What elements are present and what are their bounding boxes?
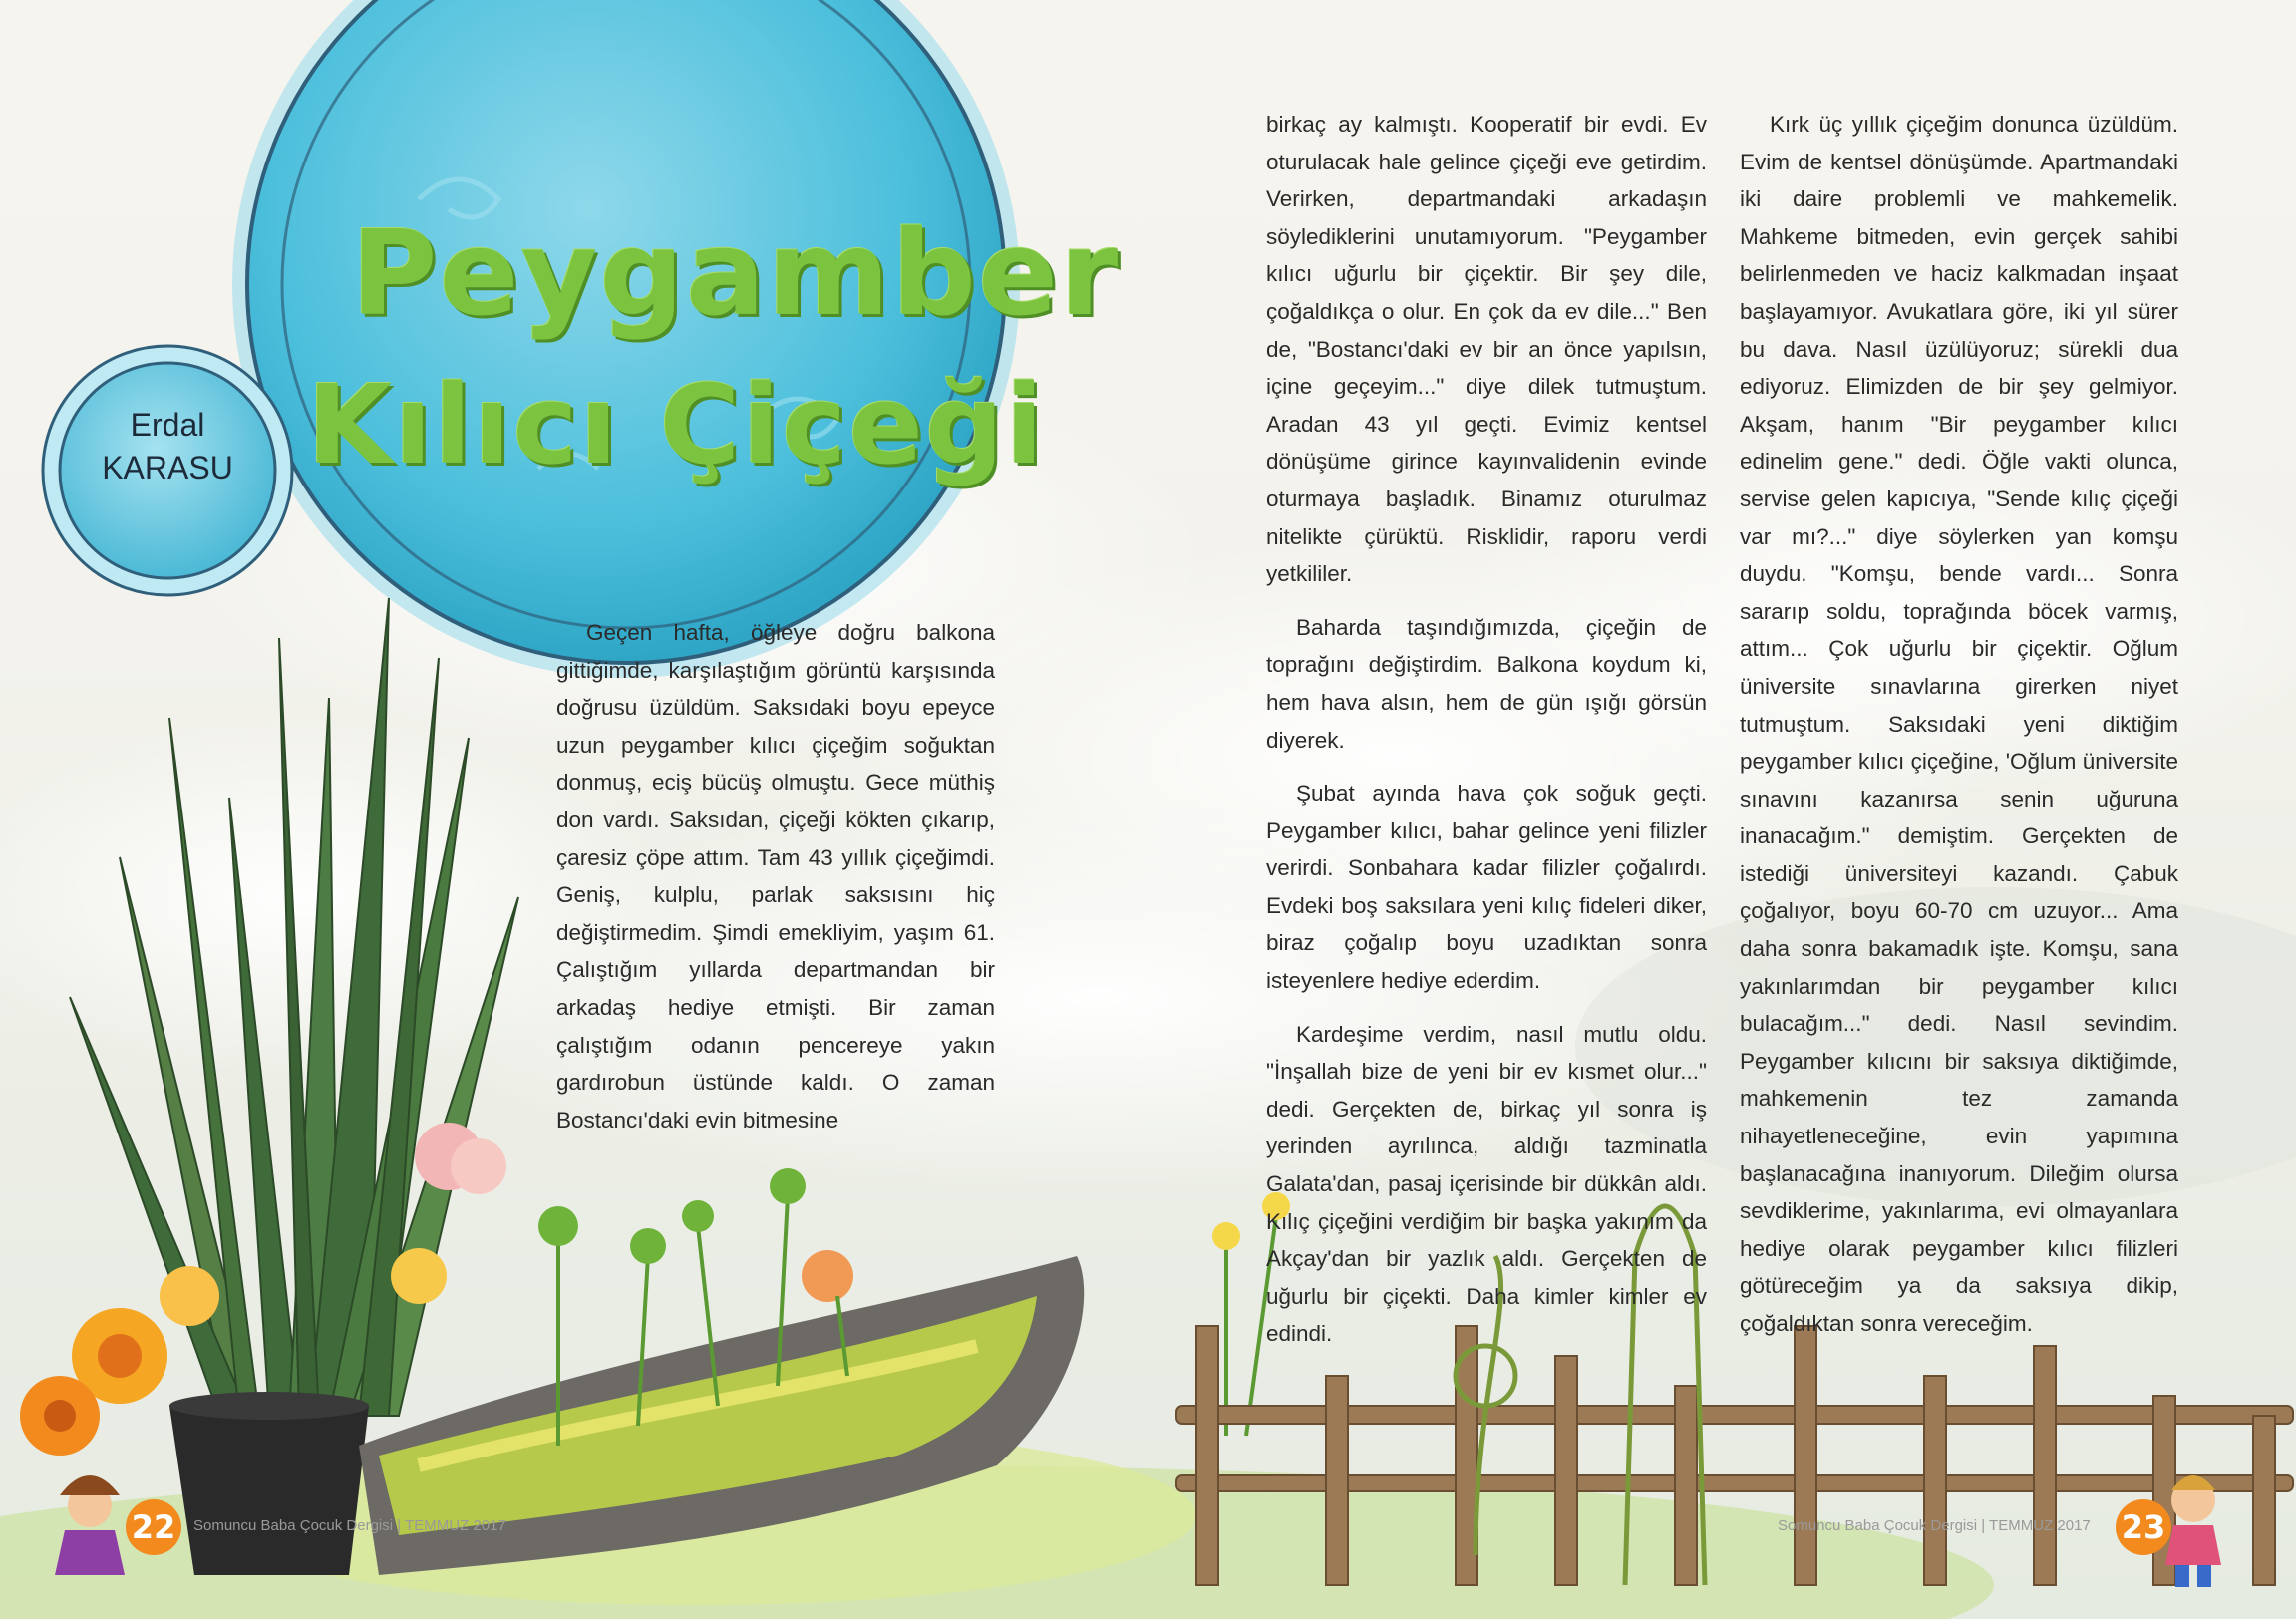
article-title-line1: Peygamber [351, 204, 1121, 342]
column-1-paragraph: Geçen hafta, öğleye doğru balkona gittiğimde, karşılaştığım görüntü karşısında doğrusu üzüldüm. Saksıdaki boyu epeyce uzun peygamber kılıcı çiçeğim soğuktan donmuş, eciş bücüş olmuştu. Gece müthiş don vardı. Saksıdan, çiçeği kökten çıkarıp, çaresiz çöpe attım. Tam 43 yıllık çiçeğimdi. Geniş, kulplu, parlak saksısını hiç değiştirmedim. Şimdi emekliyim, yaşım 61. Çalıştığım yıllarda departmandan bir arkadaş hediye etmişti. Bir zaman çalıştığım odanın pencereye yakın gardırobun üstünde kaldı. O zaman Bostancı'daki evin bitmesine [556, 620, 995, 1133]
column-2-paragraph-1: birkaç ay kalmıştı. Kooperatif bir evdi. Ev oturulacak hale gelince çiçeği eve getirdim. Verirken, departmandaki arkadaşın söylediklerini unutamıyorum. "Peygamber kılıcı uğurlu bir çiçektir. Bir şey dile, çoğaldıkça o olur. En çok da ev dile..." Ben de, "Bostancı'daki ev bir an önce yapılsın, içine geçeyim..." diye dilek tutmuştum. Aradan 43 yıl geçti. Evimiz kentsel dönüşüme girince kayınvalidenin evinde oturmaya başladık. Binamız oturulmaz nitelikte çürüktü. Risklidir, raporu verdi yetkililer. [1266, 112, 1707, 587]
right-page-number: 23 [2116, 1499, 2171, 1555]
column-2-paragraph-2: Baharda taşındığımızda, çiçeğin de toprağını değiştirdim. Balkona koydum ki, hem hava alsın, hem de gün ışığı görsün diyerek. [1266, 614, 1707, 753]
column-3-paragraph: Kırk üç yıllık çiçeğim donunca üzüldüm. Evim de kentsel dönüşümde. Apartmandaki iki daire problemli ve mahkemelik. Mahkeme bitmeden, evin gerçek sahibi belirlenmeden ve haciz kalkmadan inşaat başlayamıyor. Avukatlara göre, iki yıl sürer bu dava. Nasıl üzülüyoruz; sürekli dua ediyoruz. Elimizden de bir şey gelmiyor. Akşam, hanım "Bir peygamber kılıcı edinelim gene." dedi. Öğle vakti olunca, servise gelen kapıcıya, "Sende kılıç çiçeği var mı?..." diye söylerken yan komşu duydu. "Komşu, bende vardı... Sonra sararıp soldu, toprağında böcek varmış, attım... Çok uğurlu bir çiçektir. Oğlum üniversite sınavlarına girerken niyet tutmuştum. Saksıdaki yeni diktiğim peygamber kılıcı çiçeğine, 'Oğlum üniversite sınavını kazanırsa senin uğuruna inanacağım." demiştim. Gerçekten de istediği üniversiteyi kazandı. Çabuk çoğalıyor, boyu 60-70 cm uzuyor... Ama daha sonra bakamadık işte. Komşu, sana yakınlarımdan bir peygamber kılıcı bulacağım..." dedi. Nasıl sevindim. Peygamber kılıcını bir saksıya diktiğimde, mahkemenin tez zamanda nihayetleneceğine, evin yapımına başlanacağına inanıyorum. Dileğim olursa sevdiklerime, yakınlarıma, evi olmayanlara hediye olarak peygamber kılıcı filizleri götüreceğim ya da saksıya dikip, çoğaldıktan sonra vereceğim. [1740, 112, 2178, 1336]
girl-character-icon [55, 1475, 125, 1575]
author-first-name: Erdal [130, 407, 205, 443]
author-last-name: KARASU [102, 450, 233, 486]
left-page-number: 22 [126, 1499, 181, 1555]
column-2-paragraph-3: Şubat ayında hava çok soğuk geçti. Peygamber kılıcı, bahar gelince yeni filizler verirdi. Sonbahara kadar filizler çoğalırdı. Evdeki boş saksılara yeni kılıç fideleri diker, biraz çoğalıp boyu uzadıktan sonra isteyenlere hediye ederdim. [1266, 781, 1707, 994]
boy-character-icon [2165, 1475, 2221, 1587]
right-footer-text: Somuncu Baba Çocuk Dergisi | TEMMUZ 2017 [1778, 1517, 2091, 1534]
column-2-paragraph-4: Kardeşime verdim, nasıl mutlu oldu. "İnşallah bize de yeni bir ev kısmet olur..." dedi. Gerçekten de, birkaç yıl sonra iş yerinden ayrılınca, aldığı tazminatla Galata'dan, pasaj içerisinde bir dükkân aldı. Kılıç çiçeğini verdiğim bir başka yakınım da Akçay'dan bir yazlık aldı. Gerçekten de uğurlu bir çiçekti. Daha kimler kimler ev edindi. [1266, 1021, 1707, 1347]
left-footer-text: Somuncu Baba Çocuk Dergisi | TEMMUZ 2017 [193, 1517, 506, 1534]
article-title-line2: Kılıcı Çiçeği [307, 361, 1046, 488]
